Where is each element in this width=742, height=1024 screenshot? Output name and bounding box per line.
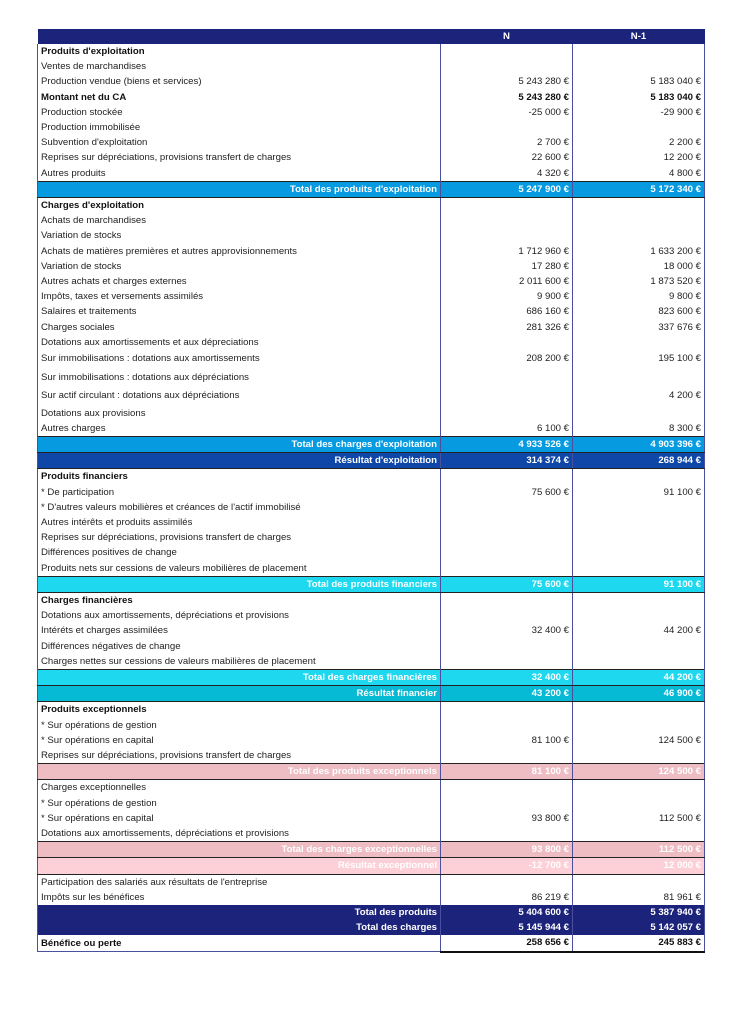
row-label: Produits nets sur cessions de valeurs mobilières de placement: [38, 561, 441, 577]
value-n: 208 200 €: [441, 350, 573, 369]
value-n-1: [573, 748, 705, 764]
value-n: [441, 639, 573, 654]
row-label: Résultat financier: [38, 686, 441, 702]
row-label: Reprises sur dépréciations, provisions transfert de charges: [38, 748, 441, 764]
value-n-1: [573, 228, 705, 243]
table-row: [38, 421, 705, 437]
value-n-1: [573, 826, 705, 842]
table-row: [38, 335, 705, 350]
value-n-1: 245 883 €: [573, 935, 705, 951]
table-row: [38, 608, 705, 623]
value-n-1: [573, 120, 705, 135]
total-row: [38, 858, 705, 874]
value-n-1: 44 200 €: [573, 670, 705, 686]
row-label: Achats de matières premières et autres approvisionnements: [38, 244, 441, 259]
value-n: 22 600 €: [441, 150, 573, 165]
value-n-1: [573, 500, 705, 515]
total-row: [38, 436, 705, 452]
total-row: [38, 920, 705, 935]
value-n-1: [573, 608, 705, 623]
table-row: [38, 780, 705, 796]
row-label: * Sur opérations de gestion: [38, 796, 441, 811]
row-label: Achats de marchandises: [38, 213, 441, 228]
value-n-1: 91 100 €: [573, 485, 705, 500]
value-n: -25 000 €: [441, 105, 573, 120]
table-row: [38, 733, 705, 748]
value-n-1: 44 200 €: [573, 623, 705, 638]
section-header-row: [38, 593, 705, 609]
value-n-1: [573, 59, 705, 74]
value-n-1: 46 900 €: [573, 686, 705, 702]
table-row: [38, 228, 705, 243]
value-n: [441, 780, 573, 796]
row-label: Autres achats et charges externes: [38, 274, 441, 289]
value-n: 9 900 €: [441, 289, 573, 304]
section-header-row: [38, 44, 705, 59]
table-row: [38, 259, 705, 274]
row-label: Total des charges d'exploitation: [38, 436, 441, 452]
value-n-1: [573, 545, 705, 560]
total-row: [38, 576, 705, 592]
table-row: [38, 718, 705, 733]
value-n-1: 5 183 040 €: [573, 74, 705, 89]
table-body: [38, 44, 705, 952]
value-n: [441, 213, 573, 228]
row-label: Charges financières: [38, 593, 441, 609]
table-row: [38, 135, 705, 150]
value-n-1: 5 387 940 €: [573, 905, 705, 920]
total-row: [38, 842, 705, 858]
value-n-1: 81 961 €: [573, 890, 705, 905]
value-n: [441, 120, 573, 135]
row-label: * D'autres valeurs mobilières et créances de l'actif immobilisé: [38, 500, 441, 515]
value-n-1: [573, 874, 705, 890]
table-row: [38, 120, 705, 135]
value-n: [441, 59, 573, 74]
value-n-1: 2 200 €: [573, 135, 705, 150]
row-label: Différences positives de change: [38, 545, 441, 560]
value-n-1: [573, 44, 705, 59]
header-col-n1: N-1: [573, 29, 705, 44]
row-label: Résultat exceptionnel: [38, 858, 441, 874]
row-label: Reprises sur dépréciations, provisions transfert de charges: [38, 150, 441, 165]
value-n: 2 700 €: [441, 135, 573, 150]
table-row: [38, 387, 705, 406]
row-label: Impôts sur les bénéfices: [38, 890, 441, 905]
table-row: [38, 796, 705, 811]
table-row: [38, 320, 705, 335]
row-label: Dotations aux amortissements, dépréciations et provisions: [38, 608, 441, 623]
section-header-row: [38, 702, 705, 718]
section-header-row: [38, 469, 705, 485]
row-label: * Sur opérations en capital: [38, 811, 441, 826]
value-n: [441, 654, 573, 670]
table-row: [38, 826, 705, 842]
table-row: [38, 244, 705, 259]
value-n: [441, 387, 573, 406]
row-label: Charges nettes sur cessions de valeurs mabilières de placement: [38, 654, 441, 670]
table-row: [38, 274, 705, 289]
row-label: Charges d'exploitation: [38, 198, 441, 214]
value-n-1: [573, 561, 705, 577]
value-n: 2 011 600 €: [441, 274, 573, 289]
value-n-1: 5 172 340 €: [573, 181, 705, 197]
value-n: [441, 198, 573, 214]
table-row: [38, 654, 705, 670]
row-label: Sur immobilisations : dotations aux amortissements: [38, 350, 441, 369]
row-label: Charges sociales: [38, 320, 441, 335]
row-label: Dotations aux provisions: [38, 406, 441, 421]
total-row: [38, 453, 705, 469]
value-n: 81 100 €: [441, 733, 573, 748]
value-n: [441, 608, 573, 623]
value-n: 4 320 €: [441, 166, 573, 182]
total-row: [38, 686, 705, 702]
row-label: Produits d'exploitation: [38, 44, 441, 59]
total-row: [38, 764, 705, 780]
header-row: [38, 29, 705, 44]
row-label: Dotations aux amortissements et aux dépreciations: [38, 335, 441, 350]
value-n: 1 712 960 €: [441, 244, 573, 259]
value-n-1: 4 800 €: [573, 166, 705, 182]
value-n: 75 600 €: [441, 485, 573, 500]
value-n: [441, 545, 573, 560]
value-n-1: 112 500 €: [573, 842, 705, 858]
value-n: 32 400 €: [441, 670, 573, 686]
value-n-1: 124 500 €: [573, 764, 705, 780]
value-n-1: 5 142 057 €: [573, 920, 705, 935]
total-row: [38, 670, 705, 686]
table-row: [38, 623, 705, 638]
row-label: Dotations aux amortissements, dépréciations et provisions: [38, 826, 441, 842]
table-row: [38, 406, 705, 421]
value-n-1: [573, 469, 705, 485]
row-label: Différences négatives de change: [38, 639, 441, 654]
value-n-1: [573, 515, 705, 530]
table-row: [38, 59, 705, 74]
row-label: * Sur opérations en capital: [38, 733, 441, 748]
value-n: 258 656 €: [441, 935, 573, 951]
value-n: [441, 561, 573, 577]
value-n: [441, 406, 573, 421]
row-label: Autres intérêts et produits assimilés: [38, 515, 441, 530]
value-n: 75 600 €: [441, 576, 573, 592]
value-n: [441, 228, 573, 243]
value-n-1: 18 000 €: [573, 259, 705, 274]
total-row: [38, 905, 705, 920]
row-label: * Sur opérations de gestion: [38, 718, 441, 733]
value-n-1: [573, 593, 705, 609]
value-n-1: [573, 406, 705, 421]
table-row: [38, 561, 705, 577]
value-n-1: [573, 639, 705, 654]
header-col-n: N: [441, 29, 573, 44]
value-n: [441, 469, 573, 485]
row-label: * De participation: [38, 485, 441, 500]
table-row: [38, 105, 705, 120]
value-n-1: [573, 654, 705, 670]
value-n-1: 12 200 €: [573, 150, 705, 165]
row-label: Total des charges: [38, 920, 441, 935]
value-n: [441, 369, 573, 388]
value-n-1: 8 300 €: [573, 421, 705, 437]
row-label: Autres charges: [38, 421, 441, 437]
table-row: [38, 639, 705, 654]
row-label: Variation de stocks: [38, 259, 441, 274]
value-n-1: 337 676 €: [573, 320, 705, 335]
value-n-1: -29 900 €: [573, 105, 705, 120]
value-n: 5 243 280 €: [441, 74, 573, 89]
value-n: 5 243 280 €: [441, 90, 573, 105]
subtotal-row: [38, 90, 705, 105]
table-row: [38, 874, 705, 890]
value-n: 32 400 €: [441, 623, 573, 638]
value-n: [441, 515, 573, 530]
value-n: [441, 593, 573, 609]
row-label: Montant net du CA: [38, 90, 441, 105]
value-n: 281 326 €: [441, 320, 573, 335]
value-n: [441, 874, 573, 890]
value-n-1: [573, 530, 705, 545]
value-n: [441, 748, 573, 764]
row-label: Impôts, taxes et versements assimilés: [38, 289, 441, 304]
row-label: Total des produits: [38, 905, 441, 920]
value-n: [441, 500, 573, 515]
value-n-1: 112 500 €: [573, 811, 705, 826]
value-n: [441, 826, 573, 842]
value-n-1: 823 600 €: [573, 304, 705, 319]
row-label: Ventes de marchandises: [38, 59, 441, 74]
row-label: Participation des salariés aux résultats de l'entreprise: [38, 874, 441, 890]
value-n: [441, 796, 573, 811]
net-result-row: [38, 935, 705, 951]
row-label: Variation de stocks: [38, 228, 441, 243]
income-statement-table: [37, 29, 705, 953]
value-n-1: [573, 796, 705, 811]
value-n: 314 374 €: [441, 453, 573, 469]
section-header-row: [38, 198, 705, 214]
value-n-1: 91 100 €: [573, 576, 705, 592]
table-row: [38, 748, 705, 764]
table-row: [38, 350, 705, 369]
value-n: 43 200 €: [441, 686, 573, 702]
row-label: Résultat d'exploitation: [38, 453, 441, 469]
value-n: [441, 702, 573, 718]
value-n: 17 280 €: [441, 259, 573, 274]
table-row: [38, 74, 705, 89]
value-n: 4 933 526 €: [441, 436, 573, 452]
row-label: Autres produits: [38, 166, 441, 182]
value-n: 93 800 €: [441, 811, 573, 826]
table-row: [38, 289, 705, 304]
row-label: Salaires et traitements: [38, 304, 441, 319]
header-label: [38, 29, 441, 44]
table-row: [38, 500, 705, 515]
value-n-1: 4 200 €: [573, 387, 705, 406]
table-row: [38, 166, 705, 182]
row-label: Sur immobilisations : dotations aux dépréciations: [38, 369, 441, 388]
value-n-1: [573, 213, 705, 228]
value-n-1: 4 903 396 €: [573, 436, 705, 452]
value-n-1: [573, 780, 705, 796]
value-n-1: [573, 198, 705, 214]
value-n-1: [573, 369, 705, 388]
row-label: Production vendue (biens et services): [38, 74, 441, 89]
table-row: [38, 304, 705, 319]
table-row: [38, 150, 705, 165]
value-n: -12 700 €: [441, 858, 573, 874]
value-n-1: 12 000 €: [573, 858, 705, 874]
row-label: Produits exceptionnels: [38, 702, 441, 718]
table-row: [38, 811, 705, 826]
value-n: [441, 335, 573, 350]
row-label: Charges exceptionnelles: [38, 780, 441, 796]
value-n-1: 9 800 €: [573, 289, 705, 304]
row-label: Total des charges exceptionnelles: [38, 842, 441, 858]
table-row: [38, 530, 705, 545]
value-n-1: [573, 702, 705, 718]
value-n: [441, 530, 573, 545]
row-label: Reprises sur dépréciations, provisions transfert de charges: [38, 530, 441, 545]
value-n: 6 100 €: [441, 421, 573, 437]
value-n-1: 5 183 040 €: [573, 90, 705, 105]
table-row: [38, 545, 705, 560]
value-n-1: 195 100 €: [573, 350, 705, 369]
value-n: 93 800 €: [441, 842, 573, 858]
value-n-1: 124 500 €: [573, 733, 705, 748]
row-label: Total des produits d'exploitation: [38, 181, 441, 197]
total-row: [38, 181, 705, 197]
row-label: Production immobilisée: [38, 120, 441, 135]
table-row: [38, 890, 705, 905]
table-row: [38, 369, 705, 388]
value-n: [441, 718, 573, 733]
row-label: Intéréts et charges assimilées: [38, 623, 441, 638]
value-n-1: 1 633 200 €: [573, 244, 705, 259]
table-row: [38, 515, 705, 530]
value-n-1: [573, 335, 705, 350]
row-label: Total des produits financiers: [38, 576, 441, 592]
value-n: [441, 44, 573, 59]
value-n: 86 219 €: [441, 890, 573, 905]
row-label: Bénéfice ou perte: [38, 935, 441, 951]
table-row: [38, 213, 705, 228]
row-label: Sur actif circulant : dotations aux dépréciations: [38, 387, 441, 406]
row-label: Production stockée: [38, 105, 441, 120]
value-n: 81 100 €: [441, 764, 573, 780]
row-label: Total des produits exceptionnels: [38, 764, 441, 780]
value-n-1: [573, 718, 705, 733]
value-n: 5 247 900 €: [441, 181, 573, 197]
row-label: Produits financiers: [38, 469, 441, 485]
value-n-1: 1 873 520 €: [573, 274, 705, 289]
row-label: Total des charges financières: [38, 670, 441, 686]
value-n: 5 145 944 €: [441, 920, 573, 935]
value-n-1: 268 944 €: [573, 453, 705, 469]
row-label: Subvention d'exploitation: [38, 135, 441, 150]
table-row: [38, 485, 705, 500]
value-n: 5 404 600 €: [441, 905, 573, 920]
value-n: 686 160 €: [441, 304, 573, 319]
